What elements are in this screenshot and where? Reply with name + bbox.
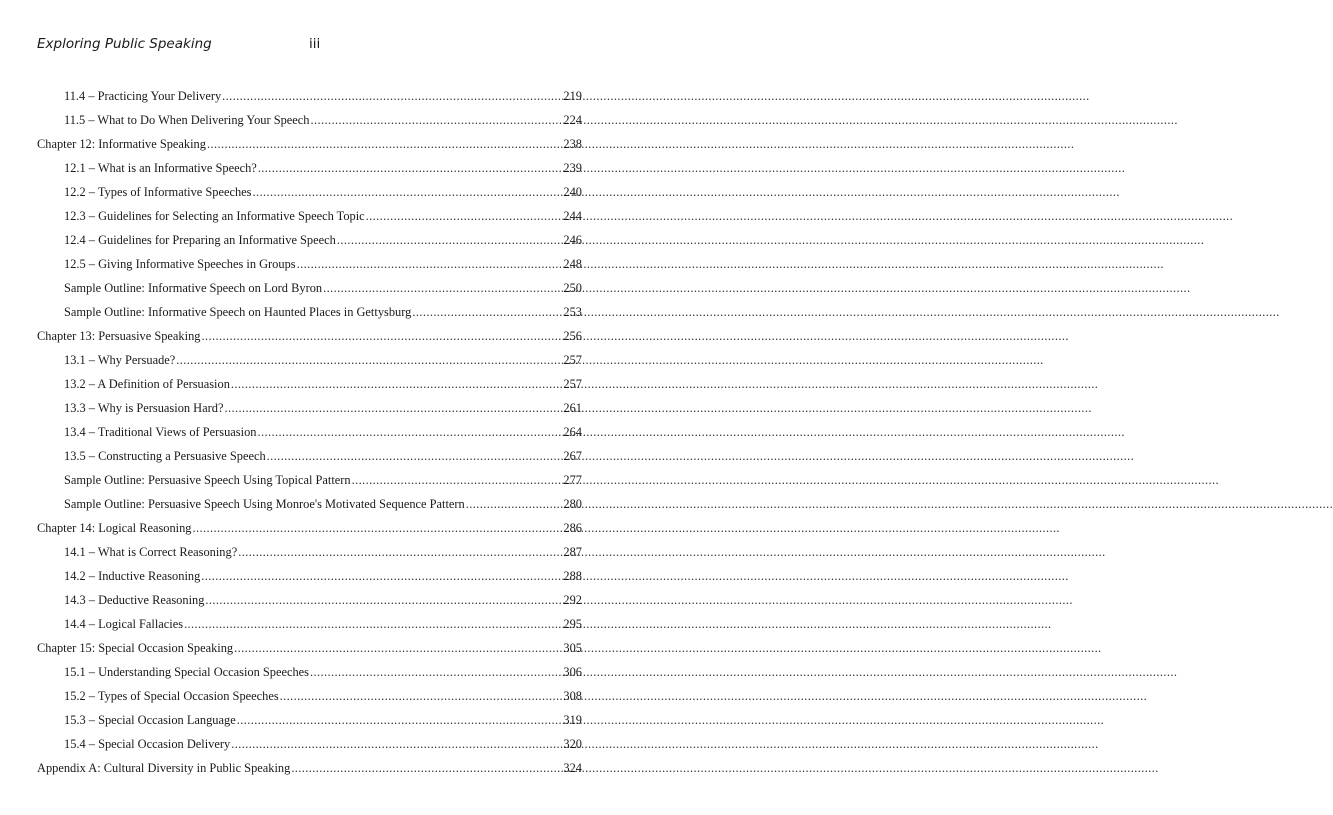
toc-entry-page: 324 [563, 761, 582, 775]
toc-entry-label: 13.4 – Traditional Views of Persuasion [64, 425, 257, 439]
toc-section-entry[interactable] [37, 540, 582, 564]
toc-section-entry[interactable] [37, 228, 582, 252]
toc-entry-label: 14.3 – Deductive Reasoning [64, 593, 205, 607]
toc-dot-leader [291, 756, 562, 780]
toc-entry-label: 12.2 – Types of Informative Speeches [64, 185, 252, 199]
table-of-contents [37, 84, 582, 780]
toc-entry-page: 308 [563, 689, 582, 703]
toc-dot-leader [310, 660, 562, 684]
toc-chapter-entry[interactable] [37, 324, 582, 348]
toc-entry-label: 15.4 – Special Occasion Delivery [64, 737, 231, 751]
toc-dot-leader [222, 84, 562, 108]
toc-entry-label: 15.1 – Understanding Special Occasion Speeches [64, 665, 309, 679]
toc-dot-leader [238, 540, 562, 564]
toc-entry-label: 12.3 – Guidelines for Selecting an Informative Speech Topic [64, 209, 365, 223]
toc-section-entry[interactable] [37, 732, 582, 756]
toc-section-entry[interactable] [37, 108, 582, 132]
page-number: iii [309, 36, 321, 52]
toc-entry-page: 306 [563, 665, 582, 679]
toc-section-entry[interactable] [37, 372, 582, 396]
toc-entry-page: 277 [563, 473, 582, 487]
toc-dot-leader [231, 732, 562, 756]
running-head [37, 36, 597, 54]
toc-entry-page: 288 [563, 569, 582, 583]
toc-entry-page: 280 [563, 497, 582, 511]
toc-chapter-entry[interactable] [37, 636, 582, 660]
toc-dot-leader [366, 204, 563, 228]
toc-dot-leader [412, 300, 562, 324]
toc-dot-leader [205, 588, 562, 612]
toc-section-entry[interactable] [37, 684, 582, 708]
toc-section-entry[interactable] [37, 156, 582, 180]
toc-entry-page: 219 [563, 89, 582, 103]
toc-section-entry[interactable] [37, 444, 582, 468]
toc-entry-label: 15.2 – Types of Special Occasion Speeches [64, 689, 279, 703]
toc-dot-leader [466, 492, 563, 516]
toc-entry-page: 253 [563, 305, 582, 319]
toc-entry-label: 13.2 – A Definition of Persuasion [64, 377, 230, 391]
toc-entry-page: 244 [563, 209, 582, 223]
toc-entry-label: Sample Outline: Persuasive Speech Using Monroe's Motivated Sequence Pattern [64, 497, 465, 511]
toc-dot-leader [280, 684, 563, 708]
toc-entry-page: 287 [563, 545, 582, 559]
toc-entry-page: 238 [563, 137, 582, 151]
toc-entry-page: 292 [563, 593, 582, 607]
toc-entry-label: Sample Outline: Informative Speech on Haunted Places in Gettysburg [64, 305, 412, 319]
toc-dot-leader [237, 708, 563, 732]
toc-section-entry[interactable] [37, 588, 582, 612]
toc-entry-label: 13.3 – Why is Persuasion Hard? [64, 401, 224, 415]
toc-section-entry[interactable] [37, 492, 582, 516]
toc-entry-page: 295 [563, 617, 582, 631]
toc-entry-label: Appendix A: Cultural Diversity in Public Speaking [37, 761, 291, 775]
toc-entry-page: 224 [563, 113, 582, 127]
toc-section-entry[interactable] [37, 276, 582, 300]
toc-dot-leader [193, 516, 563, 540]
toc-dot-leader [257, 420, 562, 444]
toc-dot-leader [352, 468, 563, 492]
toc-section-entry[interactable] [37, 84, 582, 108]
toc-entry-page: 256 [563, 329, 582, 343]
toc-entry-page: 305 [563, 641, 582, 655]
toc-entry-page: 320 [563, 737, 582, 751]
toc-dot-leader [201, 324, 562, 348]
toc-dot-leader [337, 228, 563, 252]
toc-entry-label: 12.5 – Giving Informative Speeches in Groups [64, 257, 296, 271]
toc-entry-page: 248 [563, 257, 582, 271]
toc-entry-page: 240 [563, 185, 582, 199]
toc-section-entry[interactable] [37, 564, 582, 588]
toc-entry-label: 12.4 – Guidelines for Preparing an Informative Speech [64, 233, 336, 247]
toc-dot-leader [176, 348, 562, 372]
toc-dot-leader [234, 636, 562, 660]
toc-dot-leader [224, 396, 562, 420]
toc-entry-page: 246 [563, 233, 582, 247]
toc-dot-leader [207, 132, 562, 156]
toc-section-entry[interactable] [37, 708, 582, 732]
toc-dot-leader [252, 180, 562, 204]
toc-entry-page: 319 [563, 713, 582, 727]
toc-entry-label: 13.5 – Constructing a Persuasive Speech [64, 449, 266, 463]
toc-section-entry[interactable] [37, 660, 582, 684]
toc-dot-leader [184, 612, 562, 636]
toc-section-entry[interactable] [37, 348, 582, 372]
toc-chapter-entry[interactable] [37, 756, 582, 780]
toc-entry-label: Sample Outline: Informative Speech on Lord Byron [64, 281, 323, 295]
toc-entry-label: Chapter 12: Informative Speaking [37, 137, 206, 151]
toc-dot-leader [267, 444, 563, 468]
toc-entry-page: 264 [563, 425, 582, 439]
toc-chapter-entry[interactable] [37, 516, 582, 540]
toc-entry-page: 261 [563, 401, 582, 415]
toc-dot-leader [297, 252, 563, 276]
toc-section-entry[interactable] [37, 612, 582, 636]
toc-entry-label: 12.1 – What is an Informative Speech? [64, 161, 257, 175]
toc-section-entry[interactable] [37, 204, 582, 228]
toc-entry-label: 14.4 – Logical Fallacies [64, 617, 184, 631]
toc-dot-leader [201, 564, 562, 588]
toc-entry-page: 286 [563, 521, 582, 535]
toc-entry-page: 250 [563, 281, 582, 295]
toc-entry-page: 267 [563, 449, 582, 463]
toc-entry-label: Chapter 14: Logical Reasoning [37, 521, 192, 535]
toc-section-entry[interactable] [37, 180, 582, 204]
toc-entry-page: 257 [563, 353, 582, 367]
toc-dot-leader [231, 372, 563, 396]
toc-section-entry[interactable] [37, 396, 582, 420]
book-title: Exploring Public Speaking [37, 36, 212, 52]
toc-entry-label: Chapter 13: Persuasive Speaking [37, 329, 201, 343]
toc-entry-page: 257 [563, 377, 582, 391]
toc-entry-label: 14.2 – Inductive Reasoning [64, 569, 201, 583]
toc-entry-page: 239 [563, 161, 582, 175]
toc-dot-leader [323, 276, 562, 300]
toc-entry-label: 14.1 – What is Correct Reasoning? [64, 545, 238, 559]
toc-entry-label: 11.5 – What to Do When Delivering Your Speech [64, 113, 310, 127]
toc-section-entry[interactable] [37, 420, 582, 444]
toc-entry-label: Sample Outline: Persuasive Speech Using Topical Pattern [64, 473, 351, 487]
toc-dot-leader [310, 108, 562, 132]
toc-entry-label: 13.1 – Why Persuade? [64, 353, 176, 367]
toc-section-entry[interactable] [37, 252, 582, 276]
toc-section-entry[interactable] [37, 468, 582, 492]
toc-section-entry[interactable] [37, 300, 582, 324]
toc-chapter-entry[interactable] [37, 132, 582, 156]
toc-entry-label: Chapter 15: Special Occasion Speaking [37, 641, 234, 655]
toc-entry-label: 15.3 – Special Occasion Language [64, 713, 236, 727]
toc-entry-label: 11.4 – Practicing Your Delivery [64, 89, 222, 103]
toc-dot-leader [258, 156, 563, 180]
